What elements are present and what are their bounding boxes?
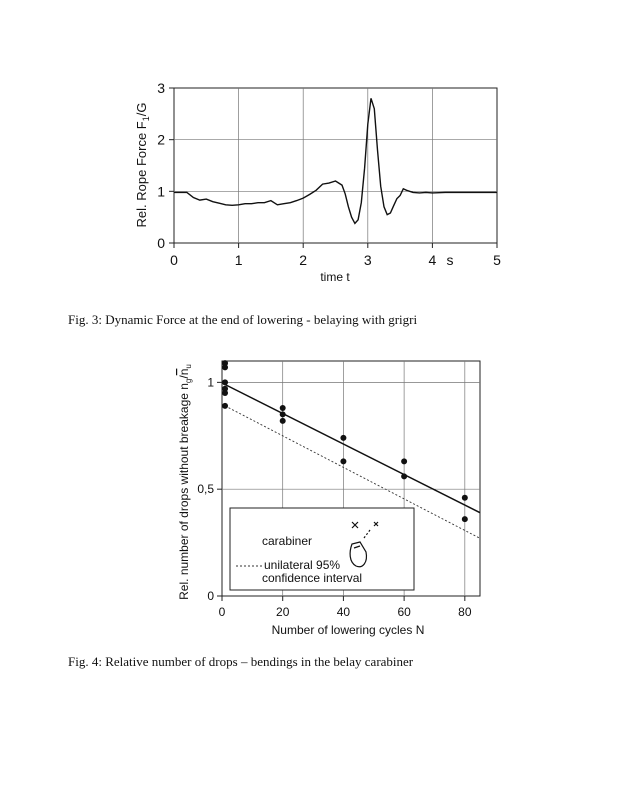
figure-4-caption: Fig. 4: Relative number of drops – bendings in the belay carabiner <box>68 654 414 669</box>
chart1-xtick-label: 5 <box>493 252 501 268</box>
chart1-ytick-label: 3 <box>157 80 165 96</box>
chart-relative-drops <box>177 360 480 637</box>
data-point <box>222 364 228 370</box>
data-point <box>280 411 286 417</box>
rope-force-curve <box>174 98 497 223</box>
chart-dynamic-force <box>134 80 501 284</box>
data-point <box>462 495 468 501</box>
figure-3-caption: Fig. 3: Dynamic Force at the end of lowering - belaying with grigri <box>68 312 418 327</box>
chart2-legend <box>230 508 414 590</box>
chart2-xtick-label: 80 <box>458 605 472 619</box>
chart1-ytick-label: 2 <box>157 131 165 148</box>
data-point <box>222 390 228 396</box>
chart1-xtick-label: 1 <box>234 252 243 268</box>
data-point <box>222 403 228 409</box>
data-point <box>462 516 468 522</box>
chart1-x-unit: s <box>446 252 454 268</box>
data-point <box>340 435 346 441</box>
chart1-xtick-label: 3 <box>363 252 372 268</box>
data-point <box>401 473 407 479</box>
chart2-ytick-label: 0 <box>207 589 214 603</box>
legend-line-label-2: confidence interval <box>262 571 363 585</box>
chart1-ylabel: Rel. Rope Force $F_1/G$ <box>134 102 151 228</box>
chart1-xtick-label: 4 <box>428 252 437 268</box>
chart2-xtick-label: 60 <box>397 605 411 619</box>
chart2-xlabel: Number of lowering cycles N <box>271 623 425 637</box>
data-point <box>401 458 407 464</box>
chart2-ylabel: Rel. number of drops without breakage $n_g/n_u$ <box>177 364 193 600</box>
chart1-xtick-label: 0 <box>170 252 178 268</box>
chart1-ytick-label: 1 <box>157 183 165 200</box>
legend-title: carabiner <box>262 534 313 548</box>
chart1-frame <box>174 88 497 243</box>
data-point <box>340 458 346 464</box>
data-point <box>280 405 286 411</box>
chart1-xtick-label: 2 <box>299 252 308 268</box>
data-point <box>222 379 228 385</box>
chart1-ytick-label: 0 <box>157 235 165 251</box>
legend-line-label-1: unilateral 95% <box>264 558 341 572</box>
chart1-xlabel: time t <box>320 270 350 284</box>
chart2-xtick-label: 40 <box>336 605 351 619</box>
chart2-ytick-label: 0,5 <box>197 482 214 497</box>
chart2-xtick-label: 20 <box>276 605 290 619</box>
regression-line <box>225 385 480 513</box>
data-point <box>280 418 286 424</box>
chart2-xtick-label: 0 <box>218 605 226 619</box>
chart2-ytick-label: 1 <box>207 375 214 390</box>
